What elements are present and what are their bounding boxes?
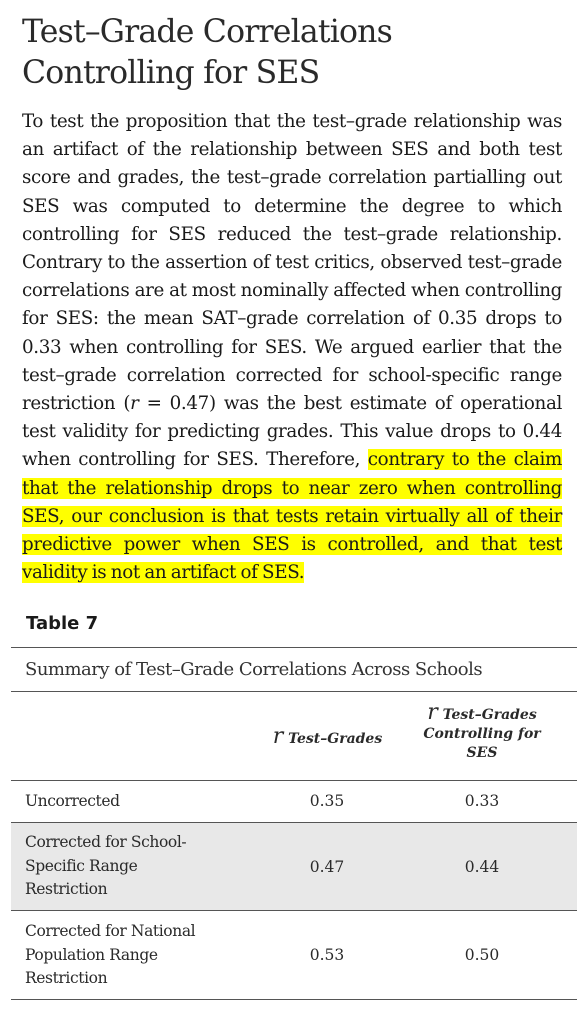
column-header-test-grades <box>255 722 400 754</box>
row-label-line: Specific Range <box>25 856 138 875</box>
section-heading-line-1: Test–Grade Correlations <box>22 14 393 50</box>
row-label <box>25 831 186 902</box>
section-heading <box>22 12 562 94</box>
highlighted-line: retain virtually all of their predictive power when SES is <box>22 505 562 556</box>
paragraph-line: controlling for SES reduced the test–grade relationship. <box>22 223 562 245</box>
table-bottom-rule <box>11 999 577 1000</box>
paragraph-line: value drops to 0.44 when controlling for SES. Therefore, <box>22 421 562 471</box>
column-header-subscript: Test–Grades <box>288 731 383 747</box>
paragraph-line: an artifact of the relationship between SES and both test <box>22 139 562 161</box>
highlighted-line: zero when controlling SES, our conclusion is that tests <box>22 477 562 527</box>
table-row-national-population <box>11 911 577 999</box>
paragraph-line: To test the proposition that the test–grade relationship was <box>22 111 562 132</box>
column-header-symbol: r <box>427 700 438 725</box>
paragraph-line: controlling for SES: the mean SAT–grade correlation of <box>22 280 562 330</box>
row-label-line: Corrected for National <box>25 922 196 940</box>
paragraph-line: of operational test validity for predicting grades. This <box>22 393 562 443</box>
table-row-uncorrected <box>11 781 577 822</box>
row-label <box>25 790 120 814</box>
column-header-symbol: r <box>272 724 284 749</box>
highlighted-line: controlled, and that test validity is not an artifact of SES. <box>22 534 562 584</box>
table-row-school-specific <box>11 823 577 910</box>
column-header-controlling-for-ses <box>412 700 552 763</box>
row-label-line: Uncorrected <box>25 792 120 810</box>
section-heading-line-2: Controlling for SES <box>22 55 320 91</box>
row-label-line: Population Range <box>25 945 158 964</box>
table-caption: Summary of Test–Grade Correlations Across Schools <box>25 659 483 680</box>
paragraph-line: grade correlations are at most nominally affected when <box>22 252 562 302</box>
paragraph-line: earlier that the test–grade correlation corrected for school- <box>22 336 562 386</box>
table-top-rule <box>11 647 577 648</box>
cell-test-grades: 0.47 <box>309 858 345 876</box>
cell-controlling-for-ses: 0.50 <box>464 946 500 964</box>
column-header-subscript: Test–Grades <box>442 707 537 723</box>
caption-rule <box>11 691 577 692</box>
column-header-line-3: SES <box>466 745 498 761</box>
column-header-line-2: Controlling for <box>423 726 541 742</box>
paragraph-line: out SES was computed to determine the degree to which <box>22 167 562 217</box>
table-label: Table 7 <box>26 613 99 634</box>
row-label-line: Corrected for School- <box>25 833 187 851</box>
cell-controlling-for-ses: 0.33 <box>464 792 500 810</box>
cell-controlling-for-ses: 0.44 <box>464 858 500 876</box>
cell-test-grades: 0.53 <box>309 946 345 964</box>
inline-r-symbol: r <box>130 393 139 415</box>
highlighted-line: contrary to the claim that the relationship drops to near <box>22 449 562 499</box>
row-label-line: Restriction <box>25 880 108 898</box>
paragraph-line: 0.35 drops to 0.33 when controlling for SES. We argued <box>22 308 562 358</box>
body-paragraph <box>22 108 562 587</box>
paragraph-line: specific range restriction ( <box>22 364 563 415</box>
row-label-line: Restriction <box>25 969 108 987</box>
paragraph-line: score and grades, the test–grade correlation partialling <box>22 167 527 189</box>
cell-test-grades: 0.35 <box>309 792 345 810</box>
row-label <box>25 920 195 991</box>
paragraph-line: = 0.47) was the best estimate <box>138 393 427 415</box>
paragraph-line: Contrary to the assertion of test critics, observed test– <box>22 252 510 274</box>
